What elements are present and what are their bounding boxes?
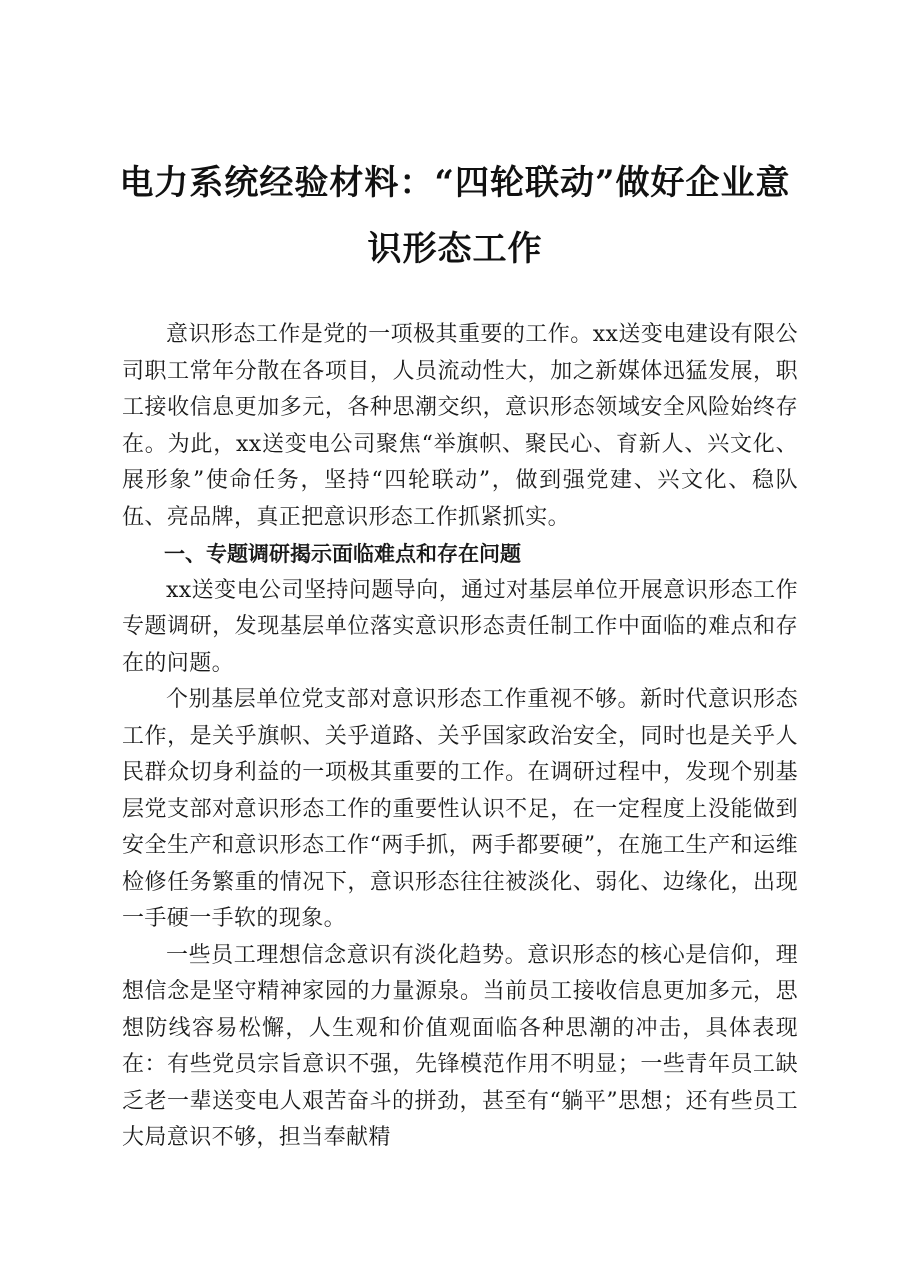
document-body: [122, 317, 798, 1157]
paragraph-intro: 意识形态工作是党的一项极其重要的工作。xx送变电建设有限公司职工常年分散在各项目，人员流动性大，加之新媒体迅猛发展，职工接收信息更加多元，各种思潮交织，意识形态领域安全风险始终存在。为此，xx送变电公司聚焦“举旗帜、聚民心、育新人、兴文化、展形象”使命任务，坚持“四轮联动”，做到强党建、兴文化、稳队伍、亮品牌，真正把意识形态工作抓紧抓实。: [122, 322, 798, 530]
paragraph-ideals-belief: 一些员工理想信念意识有淡化趋势。意识形态的核心是信仰，理想信念是坚守精神家园的力量源泉。当前员工接收信息更加多元，思想防线容易松懈，人生观和价值观面临各种思潮的冲击，具体表现在：有些党员宗旨意识不强，先锋模范作用不明显；一些青年员工缺乏老一辈送变电人艰苦奋斗的拼劲，甚至有“躺平”思想；还有些员工大局意识不够，担当奉献精: [122, 942, 798, 1150]
section-heading-1: 一、专题调研揭示面临难点和存在问题: [164, 542, 521, 566]
document-title-line-1: 电力系统经验材料：“四轮联动”做好企业意: [119, 163, 791, 203]
document-title-line-2: 识形态工作: [367, 229, 543, 269]
paragraph-section-1-intro: xx送变电公司坚持问题导向，通过对基层单位开展意识形态工作专题调研，发现基层单位落实意识形态责任制工作中面临的难点和存在的问题。: [122, 577, 798, 676]
paragraph-branch-attention: 个别基层单位党支部对意识形态工作重视不够。新时代意识形态工作，是关乎旗帜、关乎道路、关乎国家政治安全，同时也是关乎人民群众切身利益的一项极其重要的工作。在调研过程中，发现个别基层党支部对意识形态工作的重要性认识不足，在一定程度上没能做到安全生产和意识形态工作“两手抓，两手都要硬”，在施工生产和运维检修任务繁重的情况下，意识形态往往被淡化、弱化、边缘化，出现一手硬一手软的现象。: [122, 687, 798, 931]
